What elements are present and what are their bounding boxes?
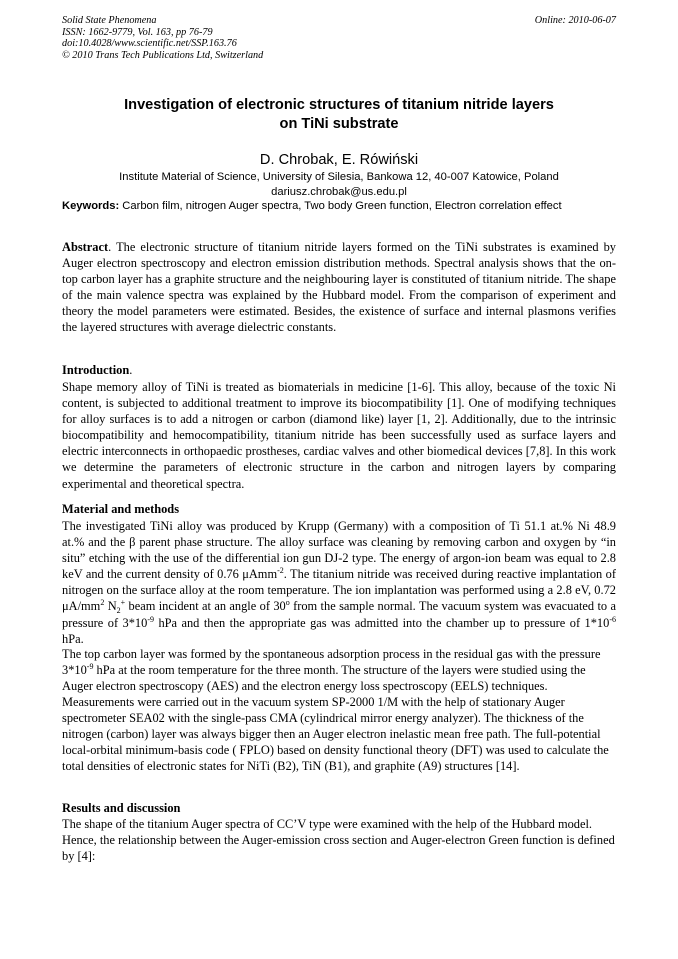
subscript: 2 bbox=[116, 606, 121, 616]
introduction-text: Shape memory alloy of TiNi is treated as biomaterials in medicine [1-6]. This alloy, because of the toxic Ni content, is subjected to additional treatment to improve its biocompatibility [1]. One of modifying techniques for alloy surfaces is to add a nitrogen or carbon (diamond like) layer [1, 2]. Additionally, due to the intrinsic biocompatibility and hemocompatibility, titanium nitride has been successfully used as surface layers and electric interconnects in orthopaedic prostheses, cardiac valves and other biomedical devices [7,8]. In this work we determine the parameters of electronic structure in the carbon and nitrogen layers by comparing experimental and theoretical spectra. bbox=[62, 380, 616, 491]
superscript: -2 bbox=[277, 566, 284, 576]
methods-paragraph-1 bbox=[62, 518, 616, 647]
institute-address: Institute Material of Science, University of Silesia, Bankowa 12, 40-007 Katowice, Poland bbox=[119, 171, 559, 183]
methods-text: hPa at the room temperature for the three month. The structure of the layers were studied using the Auger electron spectroscopy (AES) and the electron energy loss spectroscopy (EELS) techniques. Measurements were carried out in the vacuum system SP-2000 1/M with the help of stationary Auger spectrometer SEA02 with the single-pass CMA (cylindrical mirror energy analyzer). The thickness of the nitrogen (carbon) layer was always bigger then an Auger electron inelastic mean free path. The full-potential local-orbital minimum-basis code ( FPLO) based on density functional theory (DFT) was used to calculate the total densities of electronic states for NiTi (B2), TiN (B1), and graphite (A9) structures [14]. bbox=[62, 663, 609, 773]
methods-text: hPa. bbox=[62, 631, 84, 646]
title-line-1: Investigation of electronic structures of titanium nitride layers bbox=[124, 97, 554, 113]
methods-heading: Material and methods bbox=[62, 502, 180, 516]
abstract-text: . The electronic structure of titanium nitride layers formed on the TiNi substrates is examined by Auger electron spectroscopy and electron emission distribution methods. Spectral analysis shows that the on-top carbon layer has a graphite structure and the neighbouring layer is constituted of titanium nitride. The shape of the main valence spectra was explained by the Hubbard model. From the comparison of experiment and theory the model parameters were estimated. Besides, the existence of surface and internal plasmons verifies the layered structures with average dielectric constants. bbox=[62, 240, 616, 335]
keywords-label: Keywords: bbox=[62, 200, 120, 212]
keywords-text: Carbon film, nitrogen Auger spectra, Two body Green function, Electron correlation effect bbox=[119, 200, 562, 212]
superscript: -9 bbox=[147, 614, 154, 624]
issn-line: ISSN: 1662-9779, Vol. 163, pp 76-79 bbox=[62, 26, 213, 38]
affiliation bbox=[62, 170, 616, 199]
methods-text: The investigated TiNi alloy was produced by Krupp (Germany) with a composition of Ti 51.1 at.% Ni 48.9 at.% and the β parent phase structure. The alloy surface was cleaning by removing carbon and oxygen by “in situ” etching with the use of the differential ion gun DJ-2 type. The energy of argon-ion beam was equal to 2.8 keV and the current density of 0.76 μAmm bbox=[62, 519, 616, 582]
title-line-2: on TiNi substrate bbox=[279, 116, 399, 132]
keywords bbox=[62, 199, 616, 214]
methods-text: N bbox=[104, 599, 117, 614]
author-list: D. Chrobak, E. Rówiński bbox=[259, 152, 419, 168]
doi-line: doi:10.4028/www.scientific.net/SSP.163.76 bbox=[62, 38, 237, 50]
introduction-heading bbox=[62, 362, 616, 378]
journal-header bbox=[62, 15, 263, 61]
superscript: o bbox=[285, 598, 290, 608]
methods-paragraph-2 bbox=[62, 646, 616, 774]
online-date: Online: 2010-06-07 bbox=[534, 15, 616, 26]
journal-name: Solid State Phenomena bbox=[62, 15, 157, 26]
author-email: dariusz.chrobak@us.edu.pl bbox=[271, 185, 407, 198]
introduction-heading-period: . bbox=[129, 363, 133, 377]
methods-text: from the sample normal. The vacuum system was evacuated to a pressure of 3*10 bbox=[62, 599, 616, 630]
results-heading: Results and discussion bbox=[62, 801, 181, 815]
introduction-heading-text: Introduction bbox=[62, 363, 130, 377]
results-text: The shape of the titanium Auger spectra of CC’V type were examined with the help of the Hubbard model. Hence, the relationship between the Auger-emission cross section and Auger-electron Green function is defined by [4]: bbox=[62, 817, 615, 864]
abstract bbox=[62, 239, 616, 336]
superscript: + bbox=[120, 598, 126, 608]
abstract-label: Abstract bbox=[62, 240, 109, 254]
methods-text: beam incident at an angle of 30 bbox=[125, 599, 286, 614]
superscript: -6 bbox=[609, 614, 616, 624]
paper-title bbox=[62, 96, 616, 134]
copyright-line: © 2010 Trans Tech Publications Ltd, Switzerland bbox=[62, 49, 264, 61]
methods-text: The top carbon layer was formed by the spontaneous adsorption process in the residual gas with the pressure 3*10 bbox=[62, 647, 601, 677]
methods-text: hPa and then the appropriate gas was admitted into the chamber up to pressure of 1*10 bbox=[153, 615, 610, 630]
methods-text: . The titanium nitride was received during reactive implantation of nitrogen on the surface alloy at the room temperature. The ion implantation was performed using a 2.8 eV, 0.72 μA/mm bbox=[62, 567, 616, 614]
superscript: 2 bbox=[100, 598, 105, 608]
superscript: -9 bbox=[86, 662, 94, 671]
